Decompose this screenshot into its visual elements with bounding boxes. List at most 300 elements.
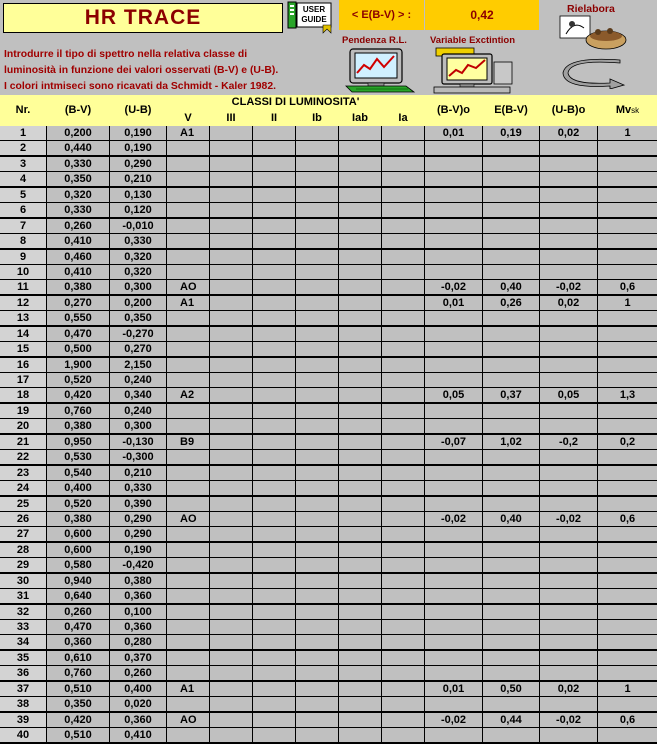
cell-ub[interactable]: 0,290 <box>110 527 166 541</box>
cell-v[interactable] <box>167 419 209 433</box>
cell-v[interactable]: A1 <box>167 126 209 140</box>
cell-iii[interactable] <box>210 697 252 711</box>
cell-ub0[interactable] <box>540 342 597 356</box>
cell-v[interactable]: AO <box>167 713 209 727</box>
cell-iii[interactable] <box>210 311 252 325</box>
cell-ib[interactable] <box>296 404 338 418</box>
cell-iii[interactable] <box>210 388 252 402</box>
cell-mv[interactable] <box>598 188 657 202</box>
cell-ub0[interactable] <box>540 172 597 186</box>
cell-ia[interactable] <box>382 481 424 495</box>
cell-ii[interactable] <box>253 141 295 155</box>
cell-iab[interactable] <box>339 713 381 727</box>
cell-ia[interactable] <box>382 605 424 619</box>
rielabora-button[interactable] <box>558 14 630 54</box>
cell-ebv[interactable] <box>483 203 539 217</box>
cell-v[interactable] <box>167 265 209 279</box>
cell-ii[interactable] <box>253 697 295 711</box>
cell-ib[interactable] <box>296 250 338 264</box>
cell-ib[interactable] <box>296 172 338 186</box>
cell-ia[interactable] <box>382 172 424 186</box>
cell-ebv[interactable] <box>483 311 539 325</box>
cell-ia[interactable] <box>382 234 424 248</box>
cell-ub0[interactable] <box>540 234 597 248</box>
cell-iab[interactable] <box>339 497 381 511</box>
cell-ub[interactable]: 0,120 <box>110 203 166 217</box>
cell-ii[interactable] <box>253 373 295 387</box>
cell-bv[interactable]: 0,260 <box>47 605 109 619</box>
cell-ii[interactable] <box>253 651 295 665</box>
cell-ub0[interactable] <box>540 358 597 372</box>
cell-ebv[interactable] <box>483 141 539 155</box>
cell-mv[interactable]: 1,3 <box>598 388 657 402</box>
cell-ia[interactable] <box>382 620 424 634</box>
cell-ii[interactable] <box>253 419 295 433</box>
cell-iab[interactable] <box>339 666 381 680</box>
cell-iii[interactable] <box>210 219 252 233</box>
cell-bv0[interactable] <box>425 327 482 341</box>
cell-bv0[interactable] <box>425 697 482 711</box>
cell-ib[interactable] <box>296 234 338 248</box>
cell-ebv[interactable] <box>483 666 539 680</box>
cell-ib[interactable] <box>296 342 338 356</box>
cell-bv0[interactable] <box>425 558 482 572</box>
cell-v[interactable] <box>167 358 209 372</box>
cell-ib[interactable] <box>296 126 338 140</box>
cell-ii[interactable] <box>253 527 295 541</box>
cell-ub[interactable]: 0,290 <box>110 157 166 171</box>
cell-iii[interactable] <box>210 373 252 387</box>
cell-iab[interactable] <box>339 435 381 449</box>
cell-bv0[interactable] <box>425 141 482 155</box>
cell-v[interactable] <box>167 481 209 495</box>
cell-iii[interactable] <box>210 589 252 603</box>
cell-bv[interactable]: 0,350 <box>47 172 109 186</box>
cell-mv[interactable] <box>598 589 657 603</box>
cell-ii[interactable] <box>253 219 295 233</box>
cell-v[interactable] <box>167 543 209 557</box>
cell-bv0[interactable] <box>425 450 482 464</box>
cell-iab[interactable] <box>339 682 381 696</box>
cell-v[interactable] <box>167 157 209 171</box>
cell-iab[interactable] <box>339 450 381 464</box>
cell-bv[interactable]: 0,380 <box>47 512 109 526</box>
cell-ub[interactable]: 0,190 <box>110 543 166 557</box>
cell-ii[interactable] <box>253 188 295 202</box>
cell-ia[interactable] <box>382 203 424 217</box>
cell-ub[interactable]: -0,130 <box>110 435 166 449</box>
cell-ub0[interactable]: 0,02 <box>540 126 597 140</box>
cell-iii[interactable] <box>210 234 252 248</box>
cell-mv[interactable] <box>598 373 657 387</box>
cell-iii[interactable] <box>210 203 252 217</box>
cell-iab[interactable] <box>339 512 381 526</box>
cell-ub0[interactable] <box>540 558 597 572</box>
cell-ii[interactable] <box>253 435 295 449</box>
cell-bv0[interactable] <box>425 574 482 588</box>
cell-ii[interactable] <box>253 388 295 402</box>
cell-ib[interactable] <box>296 358 338 372</box>
cell-ia[interactable] <box>382 450 424 464</box>
cell-iii[interactable] <box>210 404 252 418</box>
cell-ib[interactable] <box>296 219 338 233</box>
cell-ub[interactable]: 0,100 <box>110 605 166 619</box>
cell-iab[interactable] <box>339 728 381 742</box>
cell-iii[interactable] <box>210 620 252 634</box>
cell-v[interactable] <box>167 342 209 356</box>
cell-iab[interactable] <box>339 589 381 603</box>
cell-ii[interactable] <box>253 589 295 603</box>
cell-ub0[interactable] <box>540 404 597 418</box>
cell-bv0[interactable] <box>425 358 482 372</box>
cell-ub0[interactable]: -0,02 <box>540 512 597 526</box>
cell-ub0[interactable] <box>540 203 597 217</box>
cell-iii[interactable] <box>210 250 252 264</box>
cell-ub0[interactable] <box>540 728 597 742</box>
cell-iii[interactable] <box>210 605 252 619</box>
cell-ii[interactable] <box>253 280 295 294</box>
cell-ii[interactable] <box>253 296 295 310</box>
cell-v[interactable] <box>167 450 209 464</box>
cell-ebv[interactable] <box>483 589 539 603</box>
cell-iii[interactable] <box>210 651 252 665</box>
cell-mv[interactable] <box>598 651 657 665</box>
cell-iii[interactable] <box>210 635 252 649</box>
cell-ebv[interactable] <box>483 635 539 649</box>
cell-ebv[interactable] <box>483 697 539 711</box>
cell-ii[interactable] <box>253 605 295 619</box>
user-guide-button[interactable] <box>287 1 333 35</box>
cell-ii[interactable] <box>253 682 295 696</box>
cell-v[interactable] <box>167 250 209 264</box>
cell-iii[interactable] <box>210 157 252 171</box>
cell-ia[interactable] <box>382 219 424 233</box>
cell-mv[interactable] <box>598 265 657 279</box>
cell-iii[interactable] <box>210 574 252 588</box>
cell-ub0[interactable] <box>540 651 597 665</box>
cell-ub[interactable]: 0,210 <box>110 466 166 480</box>
cell-ub0[interactable] <box>540 697 597 711</box>
cell-ub[interactable]: 0,390 <box>110 497 166 511</box>
cell-ebv[interactable]: 0,40 <box>483 512 539 526</box>
cell-v[interactable]: A1 <box>167 296 209 310</box>
cell-bv0[interactable] <box>425 342 482 356</box>
cell-mv[interactable] <box>598 203 657 217</box>
cell-ia[interactable] <box>382 342 424 356</box>
cell-ia[interactable] <box>382 512 424 526</box>
cell-ii[interactable] <box>253 512 295 526</box>
cell-ib[interactable] <box>296 635 338 649</box>
cell-iii[interactable] <box>210 450 252 464</box>
cell-v[interactable] <box>167 203 209 217</box>
cell-mv[interactable] <box>598 219 657 233</box>
cell-ii[interactable] <box>253 327 295 341</box>
cell-bv0[interactable] <box>425 419 482 433</box>
cell-bv0[interactable] <box>425 589 482 603</box>
cell-ia[interactable] <box>382 574 424 588</box>
cell-ebv[interactable] <box>483 620 539 634</box>
cell-bv0[interactable] <box>425 543 482 557</box>
rielabora-arrow-button[interactable] <box>560 57 630 89</box>
cell-mv[interactable] <box>598 327 657 341</box>
cell-bv[interactable]: 0,330 <box>47 157 109 171</box>
variable-extinction-button[interactable] <box>432 46 524 94</box>
cell-iii[interactable] <box>210 296 252 310</box>
cell-ia[interactable] <box>382 527 424 541</box>
cell-ub0[interactable]: 0,02 <box>540 296 597 310</box>
cell-iab[interactable] <box>339 419 381 433</box>
cell-bv[interactable]: 0,520 <box>47 373 109 387</box>
cell-ii[interactable] <box>253 203 295 217</box>
cell-ub[interactable]: 2,150 <box>110 358 166 372</box>
cell-iab[interactable] <box>339 527 381 541</box>
cell-v[interactable] <box>167 497 209 511</box>
cell-ia[interactable] <box>382 682 424 696</box>
cell-iii[interactable] <box>210 141 252 155</box>
cell-ub0[interactable] <box>540 635 597 649</box>
cell-v[interactable]: B9 <box>167 435 209 449</box>
cell-ebv[interactable]: 0,19 <box>483 126 539 140</box>
cell-iab[interactable] <box>339 388 381 402</box>
cell-ub0[interactable] <box>540 605 597 619</box>
cell-bv0[interactable] <box>425 188 482 202</box>
cell-bv[interactable]: 0,440 <box>47 141 109 155</box>
cell-iii[interactable] <box>210 466 252 480</box>
cell-ib[interactable] <box>296 605 338 619</box>
cell-mv[interactable] <box>598 358 657 372</box>
cell-ia[interactable] <box>382 280 424 294</box>
cell-ebv[interactable] <box>483 342 539 356</box>
cell-iii[interactable] <box>210 188 252 202</box>
cell-bv[interactable]: 0,420 <box>47 713 109 727</box>
cell-v[interactable] <box>167 234 209 248</box>
cell-iab[interactable] <box>339 620 381 634</box>
cell-mv[interactable] <box>598 141 657 155</box>
cell-bv[interactable]: 0,510 <box>47 682 109 696</box>
cell-iab[interactable] <box>339 327 381 341</box>
cell-bv[interactable]: 0,760 <box>47 666 109 680</box>
cell-bv[interactable]: 0,460 <box>47 250 109 264</box>
cell-v[interactable] <box>167 466 209 480</box>
cell-ib[interactable] <box>296 728 338 742</box>
cell-v[interactable]: A2 <box>167 388 209 402</box>
cell-ia[interactable] <box>382 558 424 572</box>
cell-ebv[interactable] <box>483 450 539 464</box>
cell-ebv[interactable] <box>483 466 539 480</box>
cell-v[interactable] <box>167 558 209 572</box>
cell-ub[interactable]: 0,410 <box>110 728 166 742</box>
cell-iab[interactable] <box>339 296 381 310</box>
cell-bv[interactable]: 0,640 <box>47 589 109 603</box>
cell-bv[interactable]: 1,900 <box>47 358 109 372</box>
cell-bv[interactable]: 0,760 <box>47 404 109 418</box>
cell-iab[interactable] <box>339 265 381 279</box>
cell-bv[interactable]: 0,470 <box>47 327 109 341</box>
cell-ub[interactable]: 0,240 <box>110 373 166 387</box>
cell-iab[interactable] <box>339 126 381 140</box>
cell-ebv[interactable] <box>483 728 539 742</box>
cell-ub[interactable]: 0,200 <box>110 296 166 310</box>
cell-ia[interactable] <box>382 435 424 449</box>
cell-ebv[interactable] <box>483 497 539 511</box>
cell-iii[interactable] <box>210 280 252 294</box>
cell-ebv[interactable]: 0,26 <box>483 296 539 310</box>
cell-mv[interactable] <box>598 419 657 433</box>
cell-mv[interactable]: 0,6 <box>598 713 657 727</box>
cell-ib[interactable] <box>296 435 338 449</box>
cell-ii[interactable] <box>253 481 295 495</box>
cell-ia[interactable] <box>382 635 424 649</box>
cell-mv[interactable] <box>598 697 657 711</box>
cell-ia[interactable] <box>382 589 424 603</box>
cell-v[interactable] <box>167 635 209 649</box>
cell-ib[interactable] <box>296 296 338 310</box>
cell-v[interactable] <box>167 311 209 325</box>
cell-ib[interactable] <box>296 543 338 557</box>
cell-ia[interactable] <box>382 388 424 402</box>
cell-bv0[interactable] <box>425 481 482 495</box>
cell-ub[interactable]: 0,130 <box>110 188 166 202</box>
cell-bv0[interactable] <box>425 265 482 279</box>
cell-ia[interactable] <box>382 358 424 372</box>
cell-ub[interactable]: 0,400 <box>110 682 166 696</box>
cell-bv[interactable]: 0,420 <box>47 388 109 402</box>
cell-bv[interactable]: 0,600 <box>47 527 109 541</box>
cell-ib[interactable] <box>296 497 338 511</box>
cell-ii[interactable] <box>253 728 295 742</box>
cell-bv0[interactable] <box>425 250 482 264</box>
cell-ib[interactable] <box>296 157 338 171</box>
cell-v[interactable] <box>167 651 209 665</box>
cell-ib[interactable] <box>296 311 338 325</box>
cell-ii[interactable] <box>253 126 295 140</box>
cell-mv[interactable] <box>598 342 657 356</box>
cell-ub[interactable]: -0,300 <box>110 450 166 464</box>
cell-iab[interactable] <box>339 188 381 202</box>
cell-iii[interactable] <box>210 172 252 186</box>
cell-iii[interactable] <box>210 497 252 511</box>
cell-ebv[interactable]: 1,02 <box>483 435 539 449</box>
cell-ebv[interactable] <box>483 157 539 171</box>
cell-iab[interactable] <box>339 373 381 387</box>
cell-iab[interactable] <box>339 481 381 495</box>
cell-iab[interactable] <box>339 543 381 557</box>
cell-iii[interactable] <box>210 558 252 572</box>
cell-ebv[interactable] <box>483 404 539 418</box>
cell-ub[interactable]: 0,300 <box>110 280 166 294</box>
cell-ub[interactable]: 0,350 <box>110 311 166 325</box>
cell-bv0[interactable]: -0,02 <box>425 713 482 727</box>
cell-v[interactable] <box>167 527 209 541</box>
cell-mv[interactable]: 0,6 <box>598 280 657 294</box>
cell-ia[interactable] <box>382 327 424 341</box>
cell-ub[interactable]: 0,190 <box>110 126 166 140</box>
cell-ib[interactable] <box>296 558 338 572</box>
cell-iab[interactable] <box>339 574 381 588</box>
cell-ebv[interactable]: 0,40 <box>483 280 539 294</box>
cell-ii[interactable] <box>253 157 295 171</box>
cell-iab[interactable] <box>339 219 381 233</box>
cell-bv[interactable]: 0,200 <box>47 126 109 140</box>
cell-mv[interactable] <box>598 250 657 264</box>
cell-iab[interactable] <box>339 697 381 711</box>
cell-bv[interactable]: 0,610 <box>47 651 109 665</box>
cell-iab[interactable] <box>339 651 381 665</box>
cell-ia[interactable] <box>382 311 424 325</box>
cell-ib[interactable] <box>296 697 338 711</box>
cell-mv[interactable] <box>598 620 657 634</box>
cell-bv0[interactable] <box>425 311 482 325</box>
cell-ub0[interactable]: -0,02 <box>540 713 597 727</box>
cell-ub0[interactable]: -0,02 <box>540 280 597 294</box>
cell-bv0[interactable] <box>425 666 482 680</box>
cell-iii[interactable] <box>210 265 252 279</box>
cell-ib[interactable] <box>296 527 338 541</box>
cell-bv[interactable]: 0,380 <box>47 419 109 433</box>
cell-ib[interactable] <box>296 188 338 202</box>
cell-iab[interactable] <box>339 250 381 264</box>
cell-ia[interactable] <box>382 265 424 279</box>
cell-ia[interactable] <box>382 666 424 680</box>
pendenza-button[interactable] <box>342 47 422 93</box>
cell-mv[interactable]: 0,2 <box>598 435 657 449</box>
cell-ia[interactable] <box>382 728 424 742</box>
cell-ub[interactable]: 0,380 <box>110 574 166 588</box>
cell-v[interactable]: AO <box>167 512 209 526</box>
cell-ebv[interactable]: 0,50 <box>483 682 539 696</box>
cell-ib[interactable] <box>296 373 338 387</box>
cell-iab[interactable] <box>339 280 381 294</box>
cell-bv0[interactable] <box>425 497 482 511</box>
cell-ub0[interactable]: 0,02 <box>540 682 597 696</box>
cell-bv0[interactable] <box>425 373 482 387</box>
cell-v[interactable] <box>167 666 209 680</box>
cell-ebv[interactable] <box>483 651 539 665</box>
cell-bv0[interactable] <box>425 172 482 186</box>
cell-bv0[interactable]: 0,05 <box>425 388 482 402</box>
cell-ebv[interactable] <box>483 527 539 541</box>
cell-ia[interactable] <box>382 188 424 202</box>
cell-bv[interactable]: 0,260 <box>47 219 109 233</box>
cell-bv0[interactable] <box>425 234 482 248</box>
cell-ii[interactable] <box>253 311 295 325</box>
cell-bv[interactable]: 0,550 <box>47 311 109 325</box>
cell-ia[interactable] <box>382 497 424 511</box>
cell-bv0[interactable]: -0,07 <box>425 435 482 449</box>
cell-ib[interactable] <box>296 388 338 402</box>
cell-bv[interactable]: 0,940 <box>47 574 109 588</box>
cell-ia[interactable] <box>382 404 424 418</box>
cell-ub[interactable]: 0,360 <box>110 589 166 603</box>
cell-ia[interactable] <box>382 419 424 433</box>
cell-mv[interactable] <box>598 728 657 742</box>
cell-ub0[interactable] <box>540 666 597 680</box>
cell-mv[interactable] <box>598 157 657 171</box>
cell-ia[interactable] <box>382 373 424 387</box>
cell-ebv[interactable] <box>483 373 539 387</box>
cell-ebv[interactable]: 0,44 <box>483 713 539 727</box>
cell-ub[interactable]: 0,290 <box>110 512 166 526</box>
cell-iii[interactable] <box>210 327 252 341</box>
cell-v[interactable] <box>167 404 209 418</box>
cell-ii[interactable] <box>253 358 295 372</box>
cell-v[interactable] <box>167 589 209 603</box>
cell-ub0[interactable] <box>540 250 597 264</box>
cell-ub0[interactable] <box>540 265 597 279</box>
cell-ii[interactable] <box>253 497 295 511</box>
cell-bv[interactable]: 0,950 <box>47 435 109 449</box>
cell-v[interactable]: AO <box>167 280 209 294</box>
